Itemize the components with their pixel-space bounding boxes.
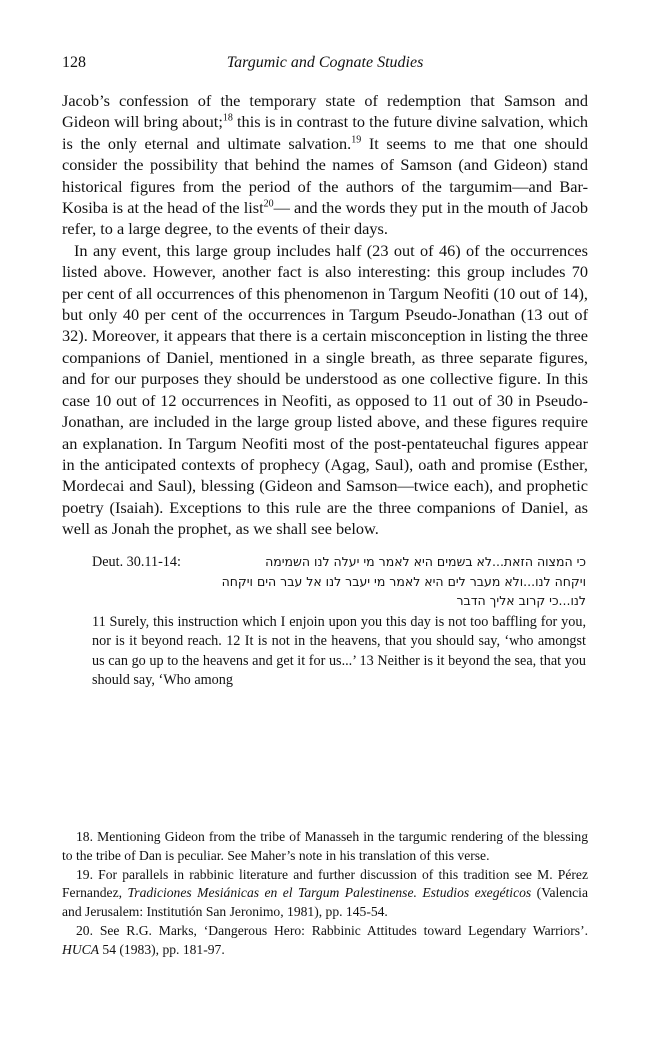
footnote-19-part-a: 19. For parallels in rabbinic literature and further discussion of this tradition see M. Pérez Fernandez, (62, 866, 588, 901)
footnote-20 (62, 922, 588, 960)
running-title: Targumic and Cognate Studies (226, 54, 424, 71)
paragraph-1-part-a: Jacob’s confession of the temporary state of redemption that Samson and Gideon will bring about; (62, 91, 588, 132)
main-text (62, 90, 588, 540)
hebrew-line-3: לנו...כי קרוב אליך הדבר (456, 593, 586, 609)
block-quote (62, 552, 588, 691)
paragraph-1-part-d: — and the words they put in the mouth of Jacob refer, to a large degree, to the events of their days. (62, 198, 588, 239)
quote-reference: Deut. 30.11-14: (92, 553, 181, 570)
paragraph-1-part-b: this is in contrast to the future divine salvation, which is the only eternal and ultimate salvation. (62, 112, 588, 153)
footnote-ref-19[interactable]: 19 (351, 134, 362, 146)
footnote-19-part-b: (Valencia and Jerusalem: Institutión San Jeronimo, 1981), pp. 145-54. (62, 885, 588, 920)
footnote-ref-20[interactable]: 20 (263, 198, 274, 210)
footnote-20-journal: HUCA (62, 941, 100, 957)
quote-reference-line (92, 552, 586, 572)
paragraph-2: In any event, this large group includes half (23 out of 46) of the occurrences listed above. However, another fact is also interesting: this group includes 70 per cent of all occurrences of this phenomenon in Targum Neofiti (10 out of 14), but only 40 per cent of the occurrences in Targum Pseudo-Jonathan (13 out of 32). Moreover, it appears that there is a certain misconception in listing the three companions of Daniel, mentioned in a single breath, as three separate figures, and for our purposes they should be understood as one collective figure. In this case 10 out of 12 occurrences in Neofiti, as opposed to 11 out of 30 in Pseudo-Jonathan, are included in the large group listed above, and these figures require an explanation. In Targum Neofiti most of the post-pentateuchal figures appear in the anticipated contexts of prophecy (Agag, Saul), oath and promise (Esther, Mordecai and Saul), blessing (Gideon and Samson—twice each), and prophetic poetry (Isaiah). Exceptions to this rule are the three companions of Daniel, as well as Jonah the prophet, as we shall see below. (62, 240, 588, 539)
footnote-19 (62, 866, 588, 922)
page-number: 128 (62, 54, 86, 71)
running-head (62, 54, 588, 82)
footnote-20-part-a: 20. See R.G. Marks, ‘Dangerous Hero: Rabbinic Attitudes toward Legendary Warriors’. (76, 922, 588, 938)
hebrew-line-2: ויקחה לנו...ולא מעבר לים היא לאמר מי יעבר לנו אל עבר הים ויקחה (221, 573, 586, 589)
hebrew-line-1: כי המצוה הזאת...לא בשמים היא לאמר מי יעלה לנו השמימה (265, 553, 586, 569)
footnote-18: 18. Mentioning Gideon from the tribe of Manasseh in the targumic rendering of the blessing to the tribe of Dan is peculiar. See Maher’s note in his translation of this verse. (62, 829, 588, 863)
footnotes (62, 828, 588, 960)
footnote-ref-18[interactable]: 18 (222, 112, 233, 124)
footnote-20-part-b: 54 (1983), pp. 181-97. (99, 941, 225, 957)
paragraph-1-part-c: It seems to me that one should consider the possibility that behind the names of Samson (and Gideon) stand historical figures from the period of the authors of the targumim—and Bar-Kosiba is at the head of the list (62, 133, 588, 218)
footnote-19-book-title: Tradiciones Mesiánicas en el Targum Palestinense. Estudios exegéticos (127, 885, 532, 901)
quote-translation: 11 Surely, this instruction which I enjoin upon you this day is not too baffling for you, nor is it beyond reach. 12 It is not in the heavens, that you should say, ‘who amongst us can go up to the heavens and get it for us...’ 13 Neither is it beyond the sea, that you should say, ‘Who among (92, 613, 586, 688)
paragraph-1 (62, 90, 588, 240)
